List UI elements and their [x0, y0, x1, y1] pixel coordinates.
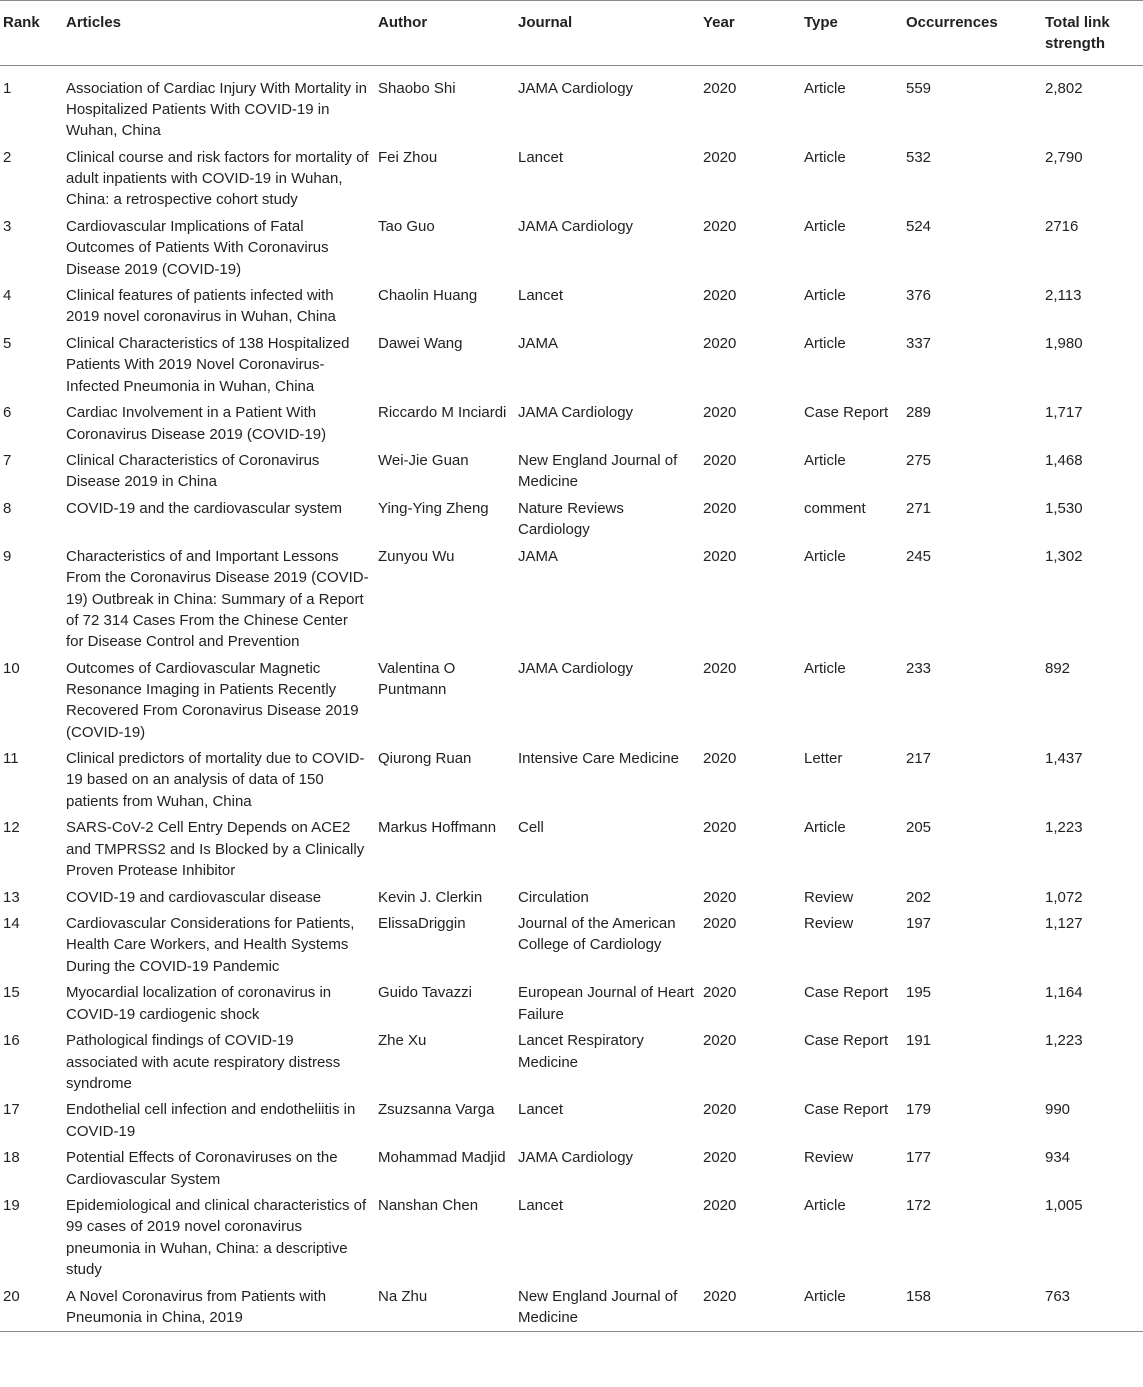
cell-rank: 5 [3, 335, 12, 353]
header-occurrences: Occurrences [906, 14, 998, 31]
cell-total-link-strength: 2,113 [1045, 287, 1082, 305]
cell-year: 2020 [703, 915, 737, 933]
table-body [0, 65, 1143, 1332]
cell-type: comment [804, 500, 866, 518]
table-row [0, 1097, 1143, 1145]
cell-author: Dawei Wang [378, 335, 463, 353]
table-row [0, 496, 1143, 544]
cell-article-title: A Novel Coronavirus from Patients with Pneumonia in China, 2019 [66, 1287, 327, 1326]
cell-total-link-strength: 1,437 [1045, 750, 1083, 768]
cell-year: 2020 [703, 1101, 737, 1119]
cell-occurrences: 275 [906, 452, 932, 470]
cell-article-title: Characteristics of and Important Lessons From the Coronavirus Disease 2019 (COVID-19) Outbreak in China: Summary of a Report of 72 314 Cases From the Chinese Center for Disease Control and Prevention [66, 547, 369, 651]
table-row [0, 884, 1143, 911]
cell-type: Case Report [804, 1101, 889, 1119]
header-author: Author [378, 14, 428, 31]
cell-rank: 17 [3, 1101, 20, 1119]
cell-occurrences: 337 [906, 335, 932, 353]
cell-occurrences: 532 [906, 148, 932, 166]
cell-total-link-strength: 1,980 [1045, 335, 1083, 353]
cell-total-link-strength: 990 [1045, 1101, 1071, 1119]
cell-type: Article [804, 217, 846, 235]
cell-rank: 18 [3, 1149, 20, 1167]
cell-year: 2020 [703, 79, 737, 97]
cell-article-title: Cardiovascular Considerations for Patients, Health Care Workers, and Health Systems During the COVID-19 Pandemic [66, 915, 355, 975]
cell-article-title: Clinical predictors of mortality due to COVID-19 based on an analysis of data of 150 patients from Wuhan, China [66, 750, 365, 810]
cell-occurrences: 233 [906, 659, 932, 677]
cell-type: Article [804, 148, 846, 166]
cell-year: 2020 [703, 148, 737, 166]
cell-occurrences: 202 [906, 888, 932, 906]
table-header [0, 1, 1143, 66]
table-row [0, 214, 1143, 283]
cell-type: Case Report [804, 1032, 889, 1050]
cell-article-title: Endothelial cell infection and endotheliitis in COVID-19 [66, 1101, 356, 1140]
cell-author: Kevin J. Clerkin [378, 888, 483, 906]
cell-journal: Lancet [518, 1101, 564, 1119]
cell-rank: 3 [3, 217, 12, 235]
cell-year: 2020 [703, 1287, 737, 1305]
cell-occurrences: 158 [906, 1287, 932, 1305]
cell-rank: 6 [3, 404, 12, 422]
cell-occurrences: 172 [906, 1197, 932, 1215]
table-row [0, 1193, 1143, 1283]
table-row [0, 144, 1143, 213]
cell-total-link-strength: 2,790 [1045, 148, 1083, 166]
cell-year: 2020 [703, 984, 737, 1002]
cell-year: 2020 [703, 888, 737, 906]
cell-total-link-strength: 1,717 [1045, 404, 1083, 422]
cell-article-title: Clinical Characteristics of Coronavirus Disease 2019 in China [66, 452, 320, 491]
cell-type: Review [804, 1149, 854, 1167]
cell-rank: 14 [3, 915, 20, 933]
cell-total-link-strength: 1,223 [1045, 1032, 1083, 1050]
cell-occurrences: 195 [906, 984, 932, 1002]
cell-journal: Lancet Respiratory Medicine [518, 1032, 644, 1071]
cell-total-link-strength: 2716 [1045, 217, 1079, 235]
table-row [0, 544, 1143, 656]
cell-journal: JAMA Cardiology [518, 659, 634, 677]
cell-article-title: Myocardial localization of coronavirus in COVID-19 cardiogenic shock [66, 984, 332, 1023]
cell-journal: JAMA [518, 335, 559, 353]
cell-year: 2020 [703, 404, 737, 422]
cell-author: ElissaDriggin [378, 915, 466, 933]
cell-type: Review [804, 888, 854, 906]
cell-occurrences: 524 [906, 217, 932, 235]
cell-rank: 13 [3, 888, 20, 906]
cell-total-link-strength: 1,072 [1045, 888, 1083, 906]
cell-type: Case Report [804, 404, 889, 422]
cell-occurrences: 245 [906, 547, 932, 565]
cell-year: 2020 [703, 1149, 737, 1167]
cell-rank: 19 [3, 1197, 20, 1215]
cell-year: 2020 [703, 750, 737, 768]
cell-author: Valentina O Puntmann [378, 659, 456, 698]
cell-occurrences: 179 [906, 1101, 932, 1119]
cell-occurrences: 177 [906, 1149, 932, 1167]
cell-rank: 16 [3, 1032, 20, 1050]
cell-author: Fei Zhou [378, 148, 438, 166]
cell-journal: Lancet [518, 287, 564, 305]
cell-journal: Intensive Care Medicine [518, 750, 679, 768]
cell-year: 2020 [703, 547, 737, 565]
cell-article-title: Clinical course and risk factors for mortality of adult inpatients with COVID-19 in Wuhan, China: a retrospective cohort study [66, 148, 369, 209]
table-row [0, 655, 1143, 745]
table-row [0, 1283, 1143, 1331]
cell-total-link-strength: 1,127 [1045, 915, 1083, 933]
cell-year: 2020 [703, 335, 737, 353]
cell-rank: 8 [3, 500, 12, 518]
cell-type: Article [804, 79, 846, 97]
header-type: Type [804, 14, 838, 31]
cell-journal: JAMA Cardiology [518, 1149, 634, 1167]
header-articles: Articles [66, 14, 122, 31]
header-rank: Rank [3, 14, 40, 31]
cell-article-title: Clinical Characteristics of 138 Hospitalized Patients With 2019 Novel Coronavirus-Infected Pneumonia in Wuhan, China [66, 335, 350, 395]
cell-rank: 7 [3, 452, 12, 470]
cell-occurrences: 271 [906, 500, 932, 518]
cell-article-title: COVID-19 and the cardiovascular system [66, 500, 342, 518]
cell-occurrences: 559 [906, 79, 932, 97]
cell-total-link-strength: 1,164 [1045, 984, 1083, 1002]
cell-rank: 11 [3, 750, 19, 768]
table-row [0, 331, 1143, 400]
cell-year: 2020 [703, 217, 737, 235]
cell-article-title: COVID-19 and cardiovascular disease [66, 888, 322, 906]
cell-type: Article [804, 335, 846, 353]
cell-occurrences: 217 [906, 750, 932, 768]
cell-author: Riccardo M Inciardi [378, 404, 507, 422]
cell-rank: 4 [3, 287, 12, 305]
cell-article-title: Cardiac Involvement in a Patient With Coronavirus Disease 2019 (COVID-19) [66, 404, 327, 443]
cell-type: Case Report [804, 984, 889, 1002]
cell-type: Review [804, 915, 854, 933]
cell-author: Zhe Xu [378, 1032, 427, 1050]
cell-journal: New England Journal of Medicine [518, 452, 678, 491]
cell-total-link-strength: 1,530 [1045, 500, 1083, 518]
cell-type: Letter [804, 750, 843, 768]
cell-total-link-strength: 892 [1045, 659, 1071, 677]
cell-article-title: Epidemiological and clinical characteristics of 99 cases of 2019 novel coronavirus pneumonia in Wuhan, China: a descriptive study [66, 1197, 367, 1279]
table-row [0, 400, 1143, 448]
cell-journal: JAMA Cardiology [518, 79, 634, 97]
cell-occurrences: 205 [906, 819, 932, 837]
cell-type: Article [804, 452, 846, 470]
cell-occurrences: 197 [906, 915, 932, 933]
cell-author: Shaobo Shi [378, 79, 456, 97]
cell-occurrences: 289 [906, 404, 932, 422]
cell-rank: 12 [3, 819, 20, 837]
cell-type: Article [804, 287, 846, 305]
header-year: Year [703, 14, 735, 31]
cell-occurrences: 191 [906, 1032, 932, 1050]
table-row [0, 65, 1143, 144]
cell-journal: Nature Reviews Cardiology [518, 500, 624, 539]
cell-type: Article [804, 1197, 846, 1215]
cell-journal: JAMA [518, 547, 559, 565]
cell-author: Wei-Jie Guan [378, 452, 469, 470]
cell-rank: 9 [3, 547, 12, 565]
cell-article-title: Outcomes of Cardiovascular Magnetic Resonance Imaging in Patients Recently Recovered From Coronavirus Disease 2019 (COVID-19) [66, 659, 359, 741]
cell-article-title: SARS-CoV-2 Cell Entry Depends on ACE2 and TMPRSS2 and Is Blocked by a Clinically Proven Protease Inhibitor [66, 819, 365, 879]
cell-total-link-strength: 1,005 [1045, 1197, 1083, 1215]
cell-total-link-strength: 934 [1045, 1149, 1071, 1167]
cell-rank: 15 [3, 984, 20, 1002]
header-row [0, 1, 1143, 66]
cell-author: Chaolin Huang [378, 287, 478, 305]
cell-author: Zunyou Wu [378, 547, 455, 565]
cell-author: Guido Tavazzi [378, 984, 472, 1002]
cell-journal: Cell [518, 819, 544, 837]
table-row [0, 1145, 1143, 1193]
cell-year: 2020 [703, 1197, 737, 1215]
cell-type: Article [804, 819, 846, 837]
table-row [0, 980, 1143, 1028]
cell-journal: JAMA Cardiology [518, 404, 634, 422]
cell-article-title: Cardiovascular Implications of Fatal Outcomes of Patients With Coronavirus Disease 2019 (COVID-19) [66, 217, 329, 278]
cell-year: 2020 [703, 819, 737, 837]
cell-author: Tao Guo [378, 217, 435, 235]
cell-author: Nanshan Chen [378, 1197, 479, 1215]
cell-total-link-strength: 1,302 [1045, 547, 1083, 565]
cell-total-link-strength: 763 [1045, 1287, 1071, 1305]
cell-article-title: Association of Cardiac Injury With Mortality in Hospitalized Patients With COVID-19 in Wuhan, China [66, 79, 367, 140]
cell-journal: JAMA Cardiology [518, 217, 634, 235]
cell-rank: 20 [3, 1287, 20, 1305]
cell-occurrences: 376 [906, 287, 932, 305]
cell-journal: Circulation [518, 888, 589, 906]
cell-total-link-strength: 1,223 [1045, 819, 1083, 837]
cell-article-title: Clinical features of patients infected with 2019 novel coronavirus in Wuhan, China [66, 287, 336, 326]
cell-journal: Journal of the American College of Cardiology [518, 915, 676, 954]
cell-rank: 2 [3, 148, 12, 166]
cell-type: Article [804, 659, 846, 677]
table-row [0, 1028, 1143, 1097]
cell-year: 2020 [703, 659, 737, 677]
cell-journal: Lancet [518, 1197, 564, 1215]
table-row [0, 815, 1143, 884]
cell-author: Na Zhu [378, 1287, 428, 1305]
table-row [0, 911, 1143, 980]
cell-year: 2020 [703, 1032, 737, 1050]
header-total-link-strength: Total link strength [1045, 14, 1110, 53]
table-row [0, 448, 1143, 496]
table-row [0, 746, 1143, 815]
cell-article-title: Pathological findings of COVID-19 associated with acute respiratory distress syndrome [66, 1032, 341, 1092]
cell-author: Zsuzsanna Varga [378, 1101, 495, 1119]
cell-year: 2020 [703, 500, 737, 518]
cell-author: Qiurong Ruan [378, 750, 472, 768]
cell-rank: 10 [3, 659, 20, 677]
cell-total-link-strength: 2,802 [1045, 79, 1083, 97]
cell-type: Article [804, 547, 846, 565]
cell-author: Ying-Ying Zheng [378, 500, 489, 518]
cell-author: Markus Hoffmann [378, 819, 497, 837]
cell-journal: New England Journal of Medicine [518, 1287, 678, 1326]
cell-rank: 1 [3, 79, 12, 97]
cell-year: 2020 [703, 287, 737, 305]
cell-type: Article [804, 1287, 846, 1305]
cell-total-link-strength: 1,468 [1045, 452, 1083, 470]
cell-article-title: Potential Effects of Coronaviruses on the Cardiovascular System [66, 1149, 338, 1188]
table-row [0, 283, 1143, 331]
cell-year: 2020 [703, 452, 737, 470]
header-journal: Journal [518, 14, 573, 31]
cell-author: Mohammad Madjid [378, 1149, 506, 1167]
cell-journal: European Journal of Heart Failure [518, 984, 694, 1023]
cell-journal: Lancet [518, 148, 564, 166]
